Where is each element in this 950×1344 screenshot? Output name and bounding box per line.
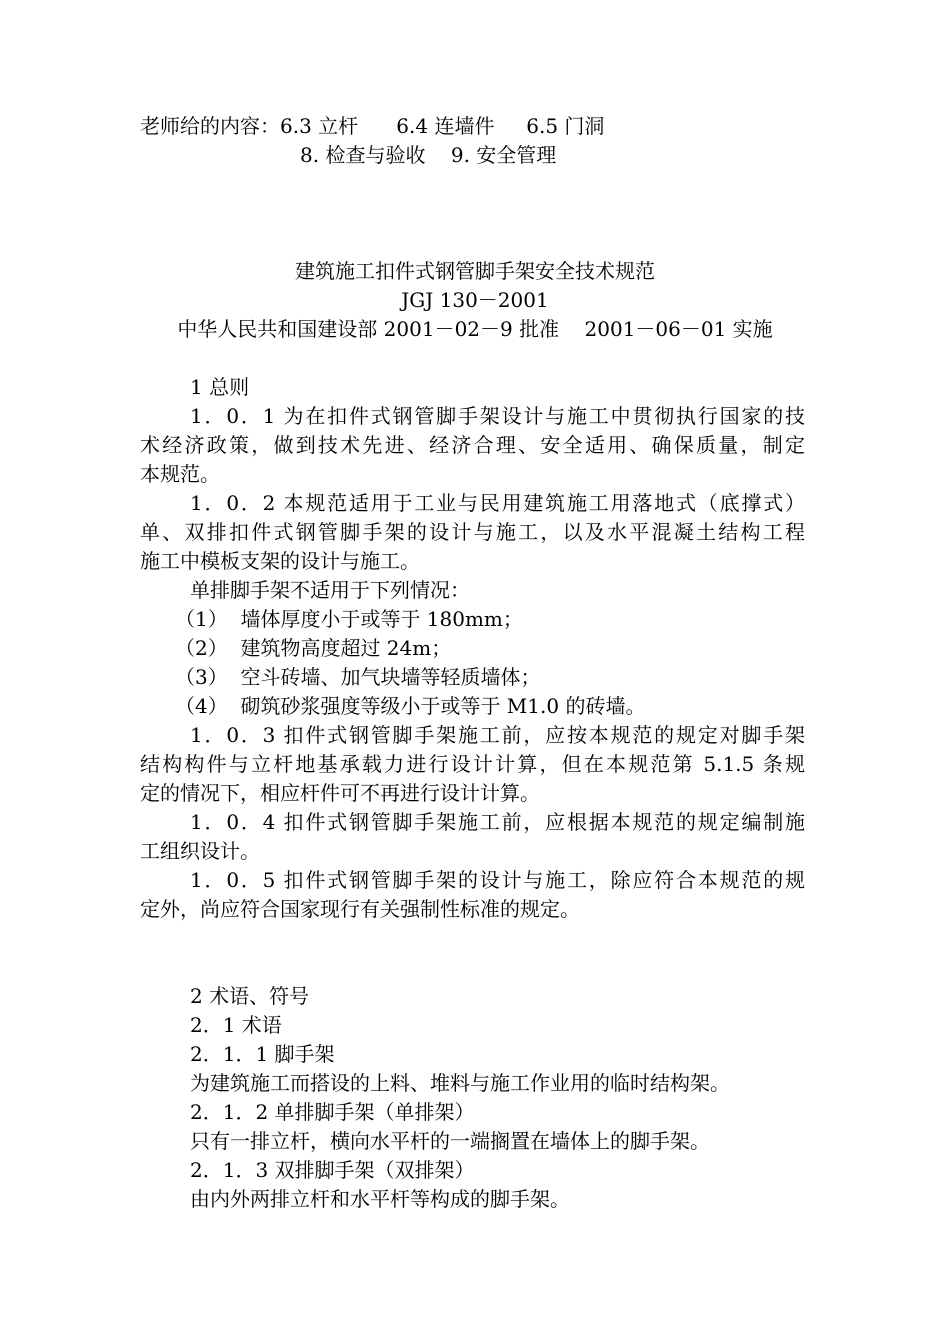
list-item-3: （3） 空斗砖墙、加气块墙等轻质墙体； (175, 665, 541, 689)
term-2-1-1-definition: 为建筑施工而搭设的上料、堆料与施工作业用的临时结构架。 (190, 1071, 730, 1095)
list-item-1: （1） 墙体厚度小于或等于 180mm； (175, 607, 523, 631)
clause-1-0-4-line-1: 1．0．4 扣件式钢管脚手架施工前，应根据本规范的规定编制施 (190, 810, 805, 834)
clause-1-0-2-line-1: 1．0．2 本规范适用于工业与民用建筑施工用落地式（底撑式） (190, 491, 805, 515)
clause-1-0-2-line-3: 施工中模板支架的设计与施工。 (140, 549, 420, 573)
clause-1-0-1-line-1: 1．0．1 为在扣件式钢管脚手架设计与施工中贯彻执行国家的技 (190, 404, 805, 428)
section-2-1-heading: 2．1 术语 (190, 1013, 282, 1037)
clause-1-0-1-line-2: 术经济政策，做到技术先进、经济合理、安全适用、确保质量，制定 (140, 433, 805, 457)
list-item-2: （2） 建筑物高度超过 24m； (175, 636, 452, 660)
list-item-4: （4） 砌筑砂浆强度等级小于或等于 M1.0 的砖墙。 (175, 694, 646, 718)
chapter-1-heading: 1 总则 (190, 375, 250, 399)
term-2-1-2: 2．1．2 单排脚手架（单排架） (190, 1100, 475, 1124)
single-row-intro: 单排脚手架不适用于下列情况： (190, 578, 470, 602)
chapter-2-heading: 2 术语、符号 (190, 984, 310, 1008)
teacher-note-line-1: 老师给的内容：6.3 立杆 6.4 连墙件 6.5 门洞 (140, 114, 605, 138)
clause-1-0-5-line-2: 定外，尚应符合国家现行有关强制性标准的规定。 (140, 897, 580, 921)
term-2-1-3: 2．1．3 双排脚手架（双排架） (190, 1158, 475, 1182)
term-2-1-3-definition: 由内外两排立杆和水平杆等构成的脚手架。 (190, 1187, 570, 1211)
clause-1-0-3-line-1: 1．0．3 扣件式钢管脚手架施工前，应按本规范的规定对脚手架 (190, 723, 805, 747)
term-2-1-1: 2．1．1 脚手架 (190, 1042, 335, 1066)
clause-1-0-3-line-2: 结构构件与立杆地基承载力进行设计计算，但在本规范第 5.1.5 条规 (140, 752, 805, 776)
clause-1-0-2-line-2: 单、双排扣件式钢管脚手架的设计与施工，以及水平混凝土结构工程 (140, 520, 805, 544)
teacher-note-line-2: 8. 检查与验收 9. 安全管理 (300, 143, 557, 167)
document-title: 建筑施工扣件式钢管脚手架安全技术规范 (295, 259, 655, 283)
clause-1-0-3-line-3: 定的情况下，相应杆件可不再进行设计计算。 (140, 781, 540, 805)
term-2-1-2-definition: 只有一排立杆，横向水平杆的一端搁置在墙体上的脚手架。 (190, 1129, 710, 1153)
approval-line: 中华人民共和国建设部 2001－02－9 批准 2001－06－01 实施 (177, 317, 773, 341)
clause-1-0-5-line-1: 1．0．5 扣件式钢管脚手架的设计与施工，除应符合本规范的规 (190, 868, 805, 892)
clause-1-0-1-line-3: 本规范。 (140, 462, 220, 486)
clause-1-0-4-line-2: 工组织设计。 (140, 839, 260, 863)
document-code: JGJ 130－2001 (401, 288, 549, 312)
